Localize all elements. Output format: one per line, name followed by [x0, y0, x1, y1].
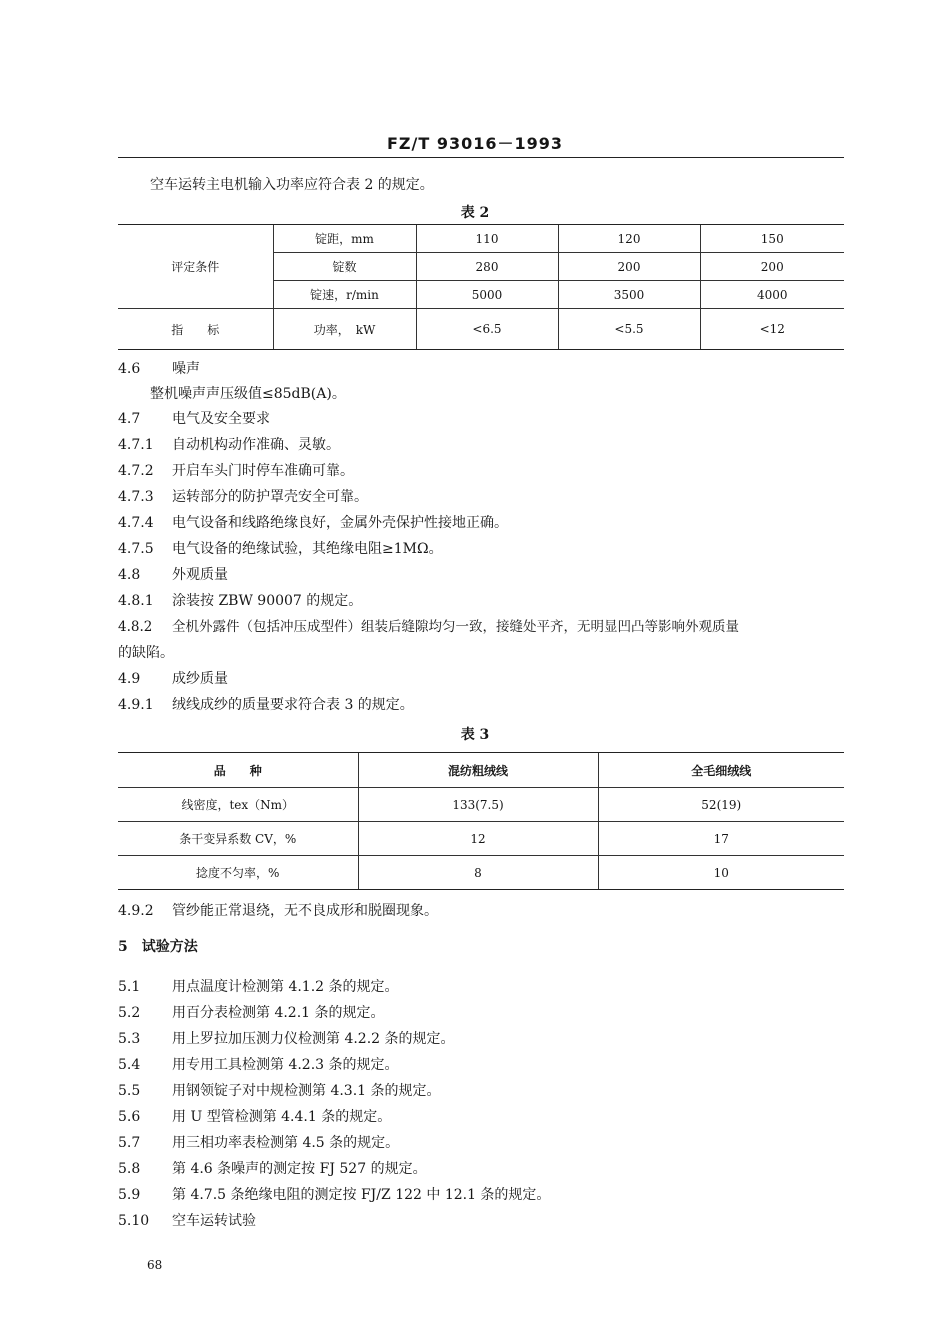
clause-number: 4.6: [118, 361, 141, 377]
clause-text: 第 4.7.5 条绝缘电阻的测定按 FJ/Z 122 中 12.1 条的规定。: [172, 1187, 551, 1203]
clause-line: [118, 1030, 455, 1048]
section-heading: 5 试验方法: [118, 939, 198, 955]
clause-line: [118, 488, 368, 506]
clause-line: [118, 1134, 399, 1152]
clause-text: 噪声: [172, 361, 200, 377]
clause-line: [118, 1082, 441, 1100]
row-label-cell: 条干变异系数 CV，%: [118, 822, 358, 856]
header-cell: 品 种: [118, 753, 358, 788]
row-label-cell: 锭速，r/min: [273, 281, 416, 309]
standard-code-header: FZ/T 93016－1993: [386, 134, 564, 153]
clause-text: 管纱能正常退绕，无不良成形和脱圈现象。: [172, 903, 438, 919]
value-cell: 10: [598, 856, 844, 890]
value-cell: 52(19): [598, 788, 844, 822]
clause-number: 5.3: [118, 1031, 141, 1047]
clause-line: [118, 1108, 391, 1126]
clause-line: [118, 696, 414, 714]
row-label-cell: 线密度，tex（Nm）: [118, 788, 358, 822]
clause-number: 5.7: [118, 1135, 141, 1151]
row-label-cell: 功率， kW: [273, 309, 416, 350]
clause-number: 4.7.4: [118, 515, 154, 531]
clause-number: 4.8: [118, 567, 141, 583]
clause-number: 4.7.1: [118, 437, 154, 453]
clause-line: [118, 1056, 399, 1074]
clause-text: 开启车头门时停车准确可靠。: [172, 463, 354, 479]
clause-text: 绒线成纱的质量要求符合表 3 的规定。: [172, 697, 414, 713]
clause-line: [118, 436, 340, 454]
clause-number: 5.6: [118, 1109, 141, 1125]
clause-line: [118, 1004, 385, 1022]
clause-line: [118, 618, 739, 636]
header-cell: 全毛细绒线: [598, 753, 844, 788]
table-row: [118, 822, 844, 856]
clause-text: 用上罗拉加压测力仪检测第 4.2.2 条的规定。: [172, 1031, 455, 1047]
intro-paragraph: 空车运转主电机输入功率应符合表 2 的规定。: [150, 177, 434, 193]
clause-line: [118, 540, 443, 558]
clause-text: 电气及安全要求: [172, 411, 270, 427]
page-number: 68: [147, 1258, 163, 1272]
value-cell: 5000: [416, 281, 558, 309]
clause-number: 4.8.1: [118, 593, 154, 609]
clause-line: [118, 1212, 256, 1230]
clause-text: 外观质量: [172, 567, 228, 583]
clause-line: [118, 670, 228, 688]
value-cell: <6.5: [416, 309, 558, 350]
value-cell: 200: [558, 253, 700, 281]
indicator-label-cell: 指 标: [118, 309, 273, 350]
clause-text: 自动机构动作准确、灵敏。: [172, 437, 340, 453]
value-cell: 8: [358, 856, 598, 890]
clause-text: 用专用工具检测第 4.2.3 条的规定。: [172, 1057, 399, 1073]
clause-number: 4.7.3: [118, 489, 154, 505]
header-cell: 混纺粗绒线: [358, 753, 598, 788]
clause-line: [118, 592, 362, 610]
clause-line: [118, 644, 174, 662]
table-row: [118, 856, 844, 890]
clause-number: 5.5: [118, 1083, 141, 1099]
clause-number: 5.1: [118, 979, 141, 995]
header-rule: [118, 157, 844, 158]
clause-line: [118, 514, 508, 532]
row-label-cell: 捻度不匀率，%: [118, 856, 358, 890]
table-3: [118, 752, 844, 890]
clause-text: 的缺陷。: [118, 645, 174, 661]
value-cell: <12: [700, 309, 844, 350]
clause-text: 用钢领锭子对中规检测第 4.3.1 条的规定。: [172, 1083, 441, 1099]
clause-text: 运转部分的防护罩壳安全可靠。: [172, 489, 368, 505]
clause-text: 电气设备的绝缘试验，其绝缘电阻≥1MΩ。: [172, 541, 443, 557]
table2-caption: 表 2: [460, 205, 490, 221]
value-cell: 3500: [558, 281, 700, 309]
clause-number: 5.4: [118, 1057, 141, 1073]
clause-line: [118, 1160, 427, 1178]
value-cell: 280: [416, 253, 558, 281]
value-cell: 4000: [700, 281, 844, 309]
group-label-cell: 评定条件: [118, 225, 273, 309]
row-label-cell: 锭距，mm: [273, 225, 416, 253]
table-row: [118, 309, 844, 350]
clause-text: 用点温度计检测第 4.1.2 条的规定。: [172, 979, 399, 995]
value-cell: 133(7.5): [358, 788, 598, 822]
clause-number: 4.9.1: [118, 697, 154, 713]
clause-number: 5.9: [118, 1187, 141, 1203]
clause-text: 成纱质量: [172, 671, 228, 687]
clause-number: 4.7: [118, 411, 141, 427]
clause-line: [118, 978, 399, 996]
clause-number: 4.9: [118, 671, 141, 687]
clause-text: 涂装按 ZBW 90007 的规定。: [172, 593, 363, 609]
clause-line: [118, 902, 438, 920]
clause-line: [118, 462, 354, 480]
clause-number: 4.7.2: [118, 463, 154, 479]
clause-text: 用 U 型管检测第 4.4.1 条的规定。: [172, 1109, 392, 1125]
clause-line: [118, 1186, 550, 1204]
table3-caption: 表 3: [460, 727, 490, 743]
value-cell: 200: [700, 253, 844, 281]
clause-line: [150, 385, 346, 403]
clause-text: 用三相功率表检测第 4.5 条的规定。: [172, 1135, 400, 1151]
clause-text: 空车运转试验: [172, 1213, 256, 1229]
clause-text: 第 4.6 条噪声的测定按 FJ 527 的规定。: [172, 1161, 427, 1177]
value-cell: 17: [598, 822, 844, 856]
value-cell: 12: [358, 822, 598, 856]
clause-text: 全机外露件（包括冲压成型件）组装后缝隙均匀一致，接缝处平齐，无明显凹凸等影响外观质量: [172, 619, 739, 635]
value-cell: 110: [416, 225, 558, 253]
clause-line: [118, 410, 270, 428]
clause-number: 5.2: [118, 1005, 141, 1021]
clause-text: 整机噪声声压级值≤85dB(A)。: [150, 386, 346, 402]
clause-number: 5.8: [118, 1161, 141, 1177]
table-row: [118, 225, 844, 253]
clause-line: [118, 360, 200, 378]
row-label-cell: 锭数: [273, 253, 416, 281]
table-row: [118, 788, 844, 822]
clause-line: [118, 566, 228, 584]
value-cell: 120: [558, 225, 700, 253]
clause-text: 用百分表检测第 4.2.1 条的规定。: [172, 1005, 385, 1021]
clause-text: 电气设备和线路绝缘良好，金属外壳保护性接地正确。: [172, 515, 508, 531]
clause-number: 4.7.5: [118, 541, 154, 557]
clause-number: 5.10: [118, 1213, 150, 1229]
clause-number: 4.8.2: [118, 619, 153, 635]
clause-number: 4.9.2: [118, 903, 154, 919]
table-header-row: [118, 753, 844, 788]
table-2: [118, 224, 844, 350]
value-cell: <5.5: [558, 309, 700, 350]
value-cell: 150: [700, 225, 844, 253]
